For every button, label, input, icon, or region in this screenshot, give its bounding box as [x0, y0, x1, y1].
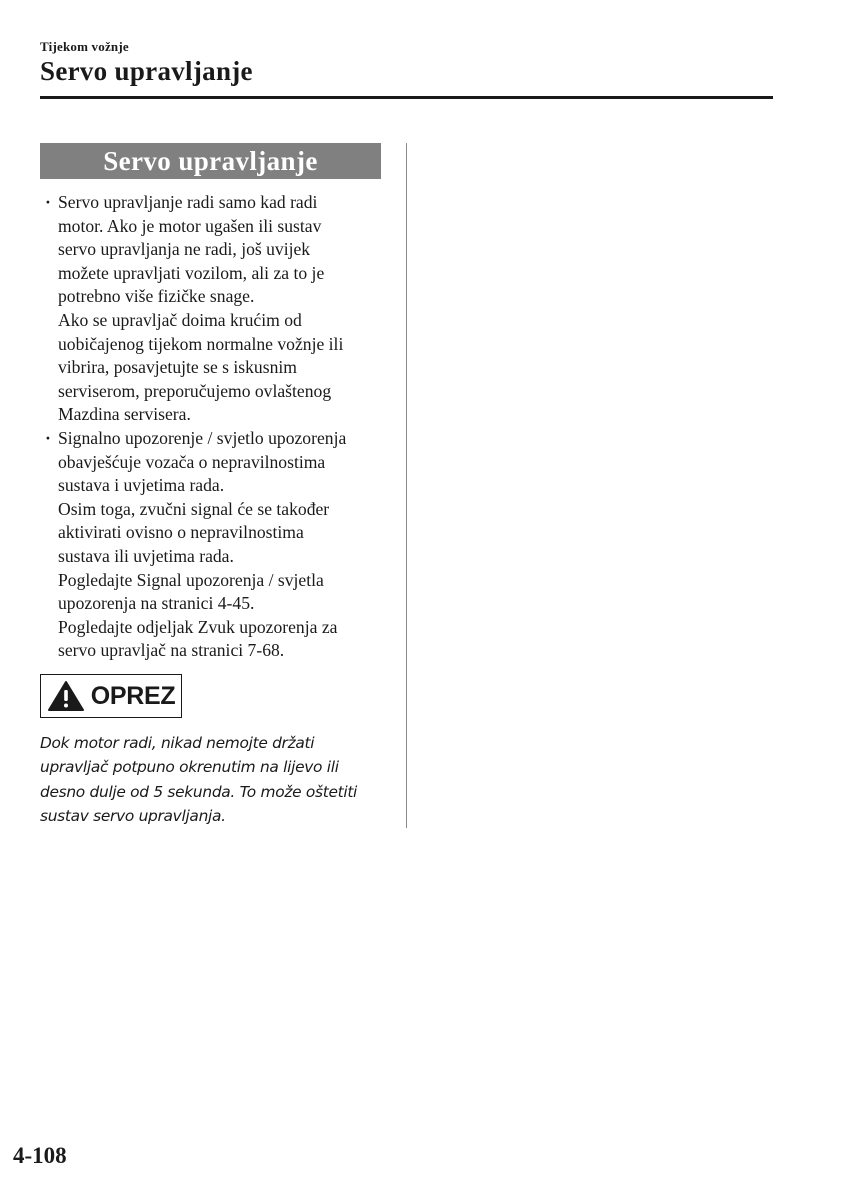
paragraph: Pogledajte odjeljak Zvuk upozorenja za servo upravljač na stranici 7-68.	[58, 616, 338, 661]
column-divider	[406, 143, 407, 828]
section-banner: Servo upravljanje	[40, 143, 381, 179]
bullet-mark: ·	[45, 192, 51, 212]
page-number: 4-108	[13, 1143, 67, 1168]
body-list	[40, 191, 385, 663]
caution-label: OPREZ	[90, 681, 176, 710]
header-rule	[40, 96, 773, 99]
list-item	[40, 191, 385, 427]
bullet-mark: ·	[45, 427, 51, 448]
running-header-section: Tijekom vožnje	[40, 39, 129, 54]
caution-box	[40, 674, 182, 718]
paragraph: Signalno upozorenje / svjetlo upozorenja obavješćuje vozača o nepravilnostima sustava i uvjetima rada.	[58, 427, 347, 496]
paragraph: Ako se upravljač doima krućim od uobičajenog tijekom normalne vožnje ili vibrira, posavjetujte se s iskusnim serviserom, preporučujemo ovlaštenog Mazdina servisera.	[58, 309, 344, 425]
page-title: Servo upravljanje	[40, 56, 253, 86]
caution-text: Dok motor radi, nikad nemojte držati upravljač potpuno okrenutim na lijevo ili desno dulje od 5 sekunda. To može oštetiti sustav servo upravljanja.	[40, 734, 358, 825]
warning-triangle-icon	[47, 680, 85, 712]
paragraph: Pogledajte Signal upozorenja / svjetla upozorenja na stranici 4-45.	[58, 569, 324, 614]
list-item	[40, 427, 385, 663]
paragraph: Osim toga, zvučni signal će se također aktivirati ovisno o nepravilnostima sustava ili uvjetima rada.	[58, 498, 330, 566]
paragraph: Servo upravljanje radi samo kad radi motor. Ako je motor ugašen ili sustav servo upravljanja ne radi, još uvijek možete upravljati vozilom, ali za to je potrebno više fizičke snage.	[58, 192, 325, 307]
